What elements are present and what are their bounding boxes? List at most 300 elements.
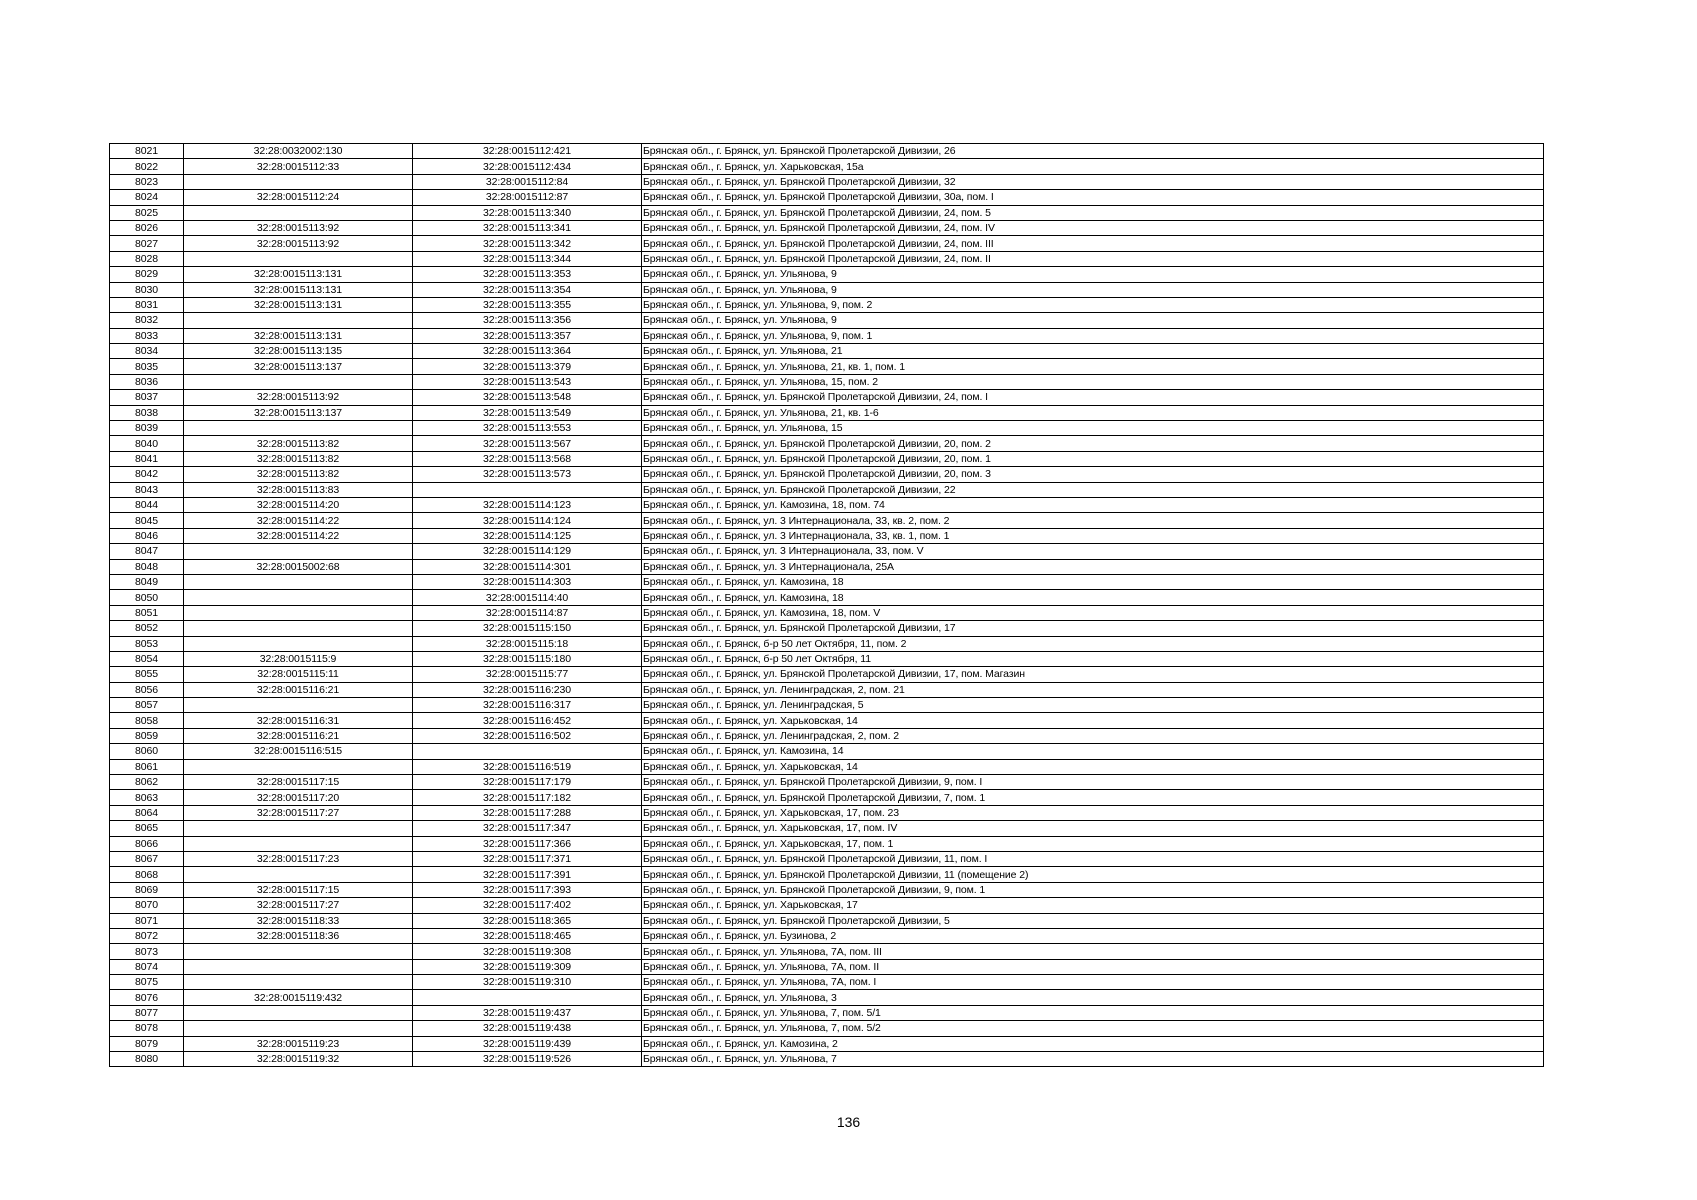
- new-cadastral-number: 32:28:0015114:129: [413, 544, 642, 559]
- row-number: 8048: [110, 559, 184, 574]
- address: Брянская обл., г. Брянск, ул. Брянской Пролетарской Дивизии, 5: [642, 913, 1544, 928]
- new-cadastral-number: 32:28:0015113:573: [413, 467, 642, 482]
- address: Брянская обл., г. Брянск, ул. Брянской Пролетарской Дивизии, 24, пом. I: [642, 390, 1544, 405]
- old-cadastral-number: 32:28:0015119:432: [184, 990, 413, 1005]
- row-number: 8075: [110, 975, 184, 990]
- row-number: 8038: [110, 405, 184, 420]
- old-cadastral-number: [184, 313, 413, 328]
- table-row: [110, 159, 1544, 174]
- table-row: [110, 528, 1544, 543]
- new-cadastral-number: 32:28:0015116:519: [413, 759, 642, 774]
- row-number: 8077: [110, 1005, 184, 1020]
- table-row: [110, 390, 1544, 405]
- row-number: 8068: [110, 867, 184, 882]
- address: Брянская обл., г. Брянск, ул. 3 Интернационала, 33, кв. 1, пом. 1: [642, 528, 1544, 543]
- table-row: [110, 144, 1544, 159]
- new-cadastral-number: 32:28:0015113:543: [413, 374, 642, 389]
- new-cadastral-number: 32:28:0015116:452: [413, 713, 642, 728]
- row-number: 8056: [110, 682, 184, 697]
- table-row: [110, 759, 1544, 774]
- table-row: [110, 174, 1544, 189]
- address: Брянская обл., г. Брянск, ул. Харьковская, 17, пом. IV: [642, 821, 1544, 836]
- row-number: 8074: [110, 959, 184, 974]
- old-cadastral-number: [184, 621, 413, 636]
- address: Брянская обл., г. Брянск, ул. Ульянова, 7, пом. 5/1: [642, 1005, 1544, 1020]
- new-cadastral-number: 32:28:0015113:568: [413, 451, 642, 466]
- table-row: [110, 590, 1544, 605]
- address: Брянская обл., г. Брянск, ул. Ульянова, 21, кв. 1-6: [642, 405, 1544, 420]
- old-cadastral-number: 32:28:0015114:22: [184, 513, 413, 528]
- table-row: [110, 775, 1544, 790]
- old-cadastral-number: 32:28:0015113:82: [184, 467, 413, 482]
- table-row: [110, 898, 1544, 913]
- table-row: [110, 882, 1544, 897]
- new-cadastral-number: 32:28:0015117:371: [413, 851, 642, 866]
- address: Брянская обл., г. Брянск, ул. Брянской Пролетарской Дивизии, 7, пом. 1: [642, 790, 1544, 805]
- row-number: 8051: [110, 605, 184, 620]
- table-row: [110, 605, 1544, 620]
- table-row: [110, 1021, 1544, 1036]
- table-row: [110, 867, 1544, 882]
- address: Брянская обл., г. Брянск, б-р 50 лет Октября, 11: [642, 651, 1544, 666]
- address: Брянская обл., г. Брянск, ул. Харьковская, 17, пом. 23: [642, 805, 1544, 820]
- old-cadastral-number: 32:28:0015113:92: [184, 236, 413, 251]
- old-cadastral-number: [184, 605, 413, 620]
- table-row: [110, 574, 1544, 589]
- row-number: 8073: [110, 944, 184, 959]
- address: Брянская обл., г. Брянск, ул. Брянской Пролетарской Дивизии, 20, пом. 1: [642, 451, 1544, 466]
- old-cadastral-number: [184, 1005, 413, 1020]
- table-row: [110, 282, 1544, 297]
- table-body: [110, 144, 1544, 1067]
- new-cadastral-number: 32:28:0015113:340: [413, 205, 642, 220]
- row-number: 8079: [110, 1036, 184, 1051]
- new-cadastral-number: 32:28:0015113:364: [413, 344, 642, 359]
- row-number: 8032: [110, 313, 184, 328]
- row-number: 8043: [110, 482, 184, 497]
- table-row: [110, 944, 1544, 959]
- table-row: [110, 513, 1544, 528]
- row-number: 8046: [110, 528, 184, 543]
- row-number: 8062: [110, 775, 184, 790]
- new-cadastral-number: 32:28:0015114:125: [413, 528, 642, 543]
- table-row: [110, 421, 1544, 436]
- row-number: 8042: [110, 467, 184, 482]
- row-number: 8041: [110, 451, 184, 466]
- old-cadastral-number: 32:28:0015117:23: [184, 851, 413, 866]
- new-cadastral-number: 32:28:0015119:310: [413, 975, 642, 990]
- table-row: [110, 636, 1544, 651]
- table-row: [110, 667, 1544, 682]
- address: Брянская обл., г. Брянск, ул. Брянской Пролетарской Дивизии, 24, пом. II: [642, 251, 1544, 266]
- address: Брянская обл., г. Брянск, ул. Брянской Пролетарской Дивизии, 11 (помещение 2): [642, 867, 1544, 882]
- table-row: [110, 682, 1544, 697]
- address: Брянская обл., г. Брянск, ул. Ульянова, 15, пом. 2: [642, 374, 1544, 389]
- address: Брянская обл., г. Брянск, ул. 3 Интернационала, 25А: [642, 559, 1544, 574]
- table-row: [110, 405, 1544, 420]
- new-cadastral-number: 32:28:0015116:230: [413, 682, 642, 697]
- table-row: [110, 728, 1544, 743]
- row-number: 8055: [110, 667, 184, 682]
- row-number: 8049: [110, 574, 184, 589]
- table-row: [110, 374, 1544, 389]
- row-number: 8036: [110, 374, 184, 389]
- old-cadastral-number: 32:28:0015113:131: [184, 267, 413, 282]
- old-cadastral-number: 32:28:0015117:15: [184, 882, 413, 897]
- old-cadastral-number: 32:28:0015118:33: [184, 913, 413, 928]
- row-number: 8028: [110, 251, 184, 266]
- address: Брянская обл., г. Брянск, ул. Брянской Пролетарской Дивизии, 11, пом. I: [642, 851, 1544, 866]
- address: Брянская обл., г. Брянск, ул. Ульянова, 7А, пом. II: [642, 959, 1544, 974]
- new-cadastral-number: 32:28:0015119:308: [413, 944, 642, 959]
- new-cadastral-number: 32:28:0015113:357: [413, 328, 642, 343]
- row-number: 8023: [110, 174, 184, 189]
- table-row: [110, 436, 1544, 451]
- row-number: 8025: [110, 205, 184, 220]
- row-number: 8022: [110, 159, 184, 174]
- address: Брянская обл., г. Брянск, ул. Бузинова, 2: [642, 928, 1544, 943]
- table-row: [110, 251, 1544, 266]
- address: Брянская обл., г. Брянск, ул. Ульянова, 21: [642, 344, 1544, 359]
- table-row: [110, 359, 1544, 374]
- address: Брянская обл., г. Брянск, ул. Камозина, 18, пом. V: [642, 605, 1544, 620]
- old-cadastral-number: 32:28:0015117:27: [184, 898, 413, 913]
- address: Брянская обл., г. Брянск, ул. Брянской Пролетарской Дивизии, 9, пом. I: [642, 775, 1544, 790]
- row-number: 8029: [110, 267, 184, 282]
- new-cadastral-number: 32:28:0015113:567: [413, 436, 642, 451]
- new-cadastral-number: 32:28:0015114:123: [413, 497, 642, 512]
- address: Брянская обл., г. Брянск, ул. Ульянова, 9: [642, 282, 1544, 297]
- row-number: 8066: [110, 836, 184, 851]
- row-number: 8040: [110, 436, 184, 451]
- table-row: [110, 990, 1544, 1005]
- row-number: 8037: [110, 390, 184, 405]
- new-cadastral-number: 32:28:0015114:303: [413, 574, 642, 589]
- row-number: 8057: [110, 698, 184, 713]
- row-number: 8059: [110, 728, 184, 743]
- old-cadastral-number: 32:28:0032002:130: [184, 144, 413, 159]
- old-cadastral-number: 32:28:0015113:131: [184, 328, 413, 343]
- new-cadastral-number: 32:28:0015114:40: [413, 590, 642, 605]
- old-cadastral-number: [184, 251, 413, 266]
- row-number: 8030: [110, 282, 184, 297]
- table-row: [110, 1036, 1544, 1051]
- address: Брянская обл., г. Брянск, ул. Ленинградская, 2, пом. 21: [642, 682, 1544, 697]
- old-cadastral-number: 32:28:0015113:137: [184, 405, 413, 420]
- old-cadastral-number: [184, 421, 413, 436]
- new-cadastral-number: 32:28:0015112:421: [413, 144, 642, 159]
- old-cadastral-number: 32:28:0015002:68: [184, 559, 413, 574]
- table-row: [110, 497, 1544, 512]
- new-cadastral-number: 32:28:0015117:402: [413, 898, 642, 913]
- new-cadastral-number: 32:28:0015113:354: [413, 282, 642, 297]
- old-cadastral-number: 32:28:0015117:20: [184, 790, 413, 805]
- old-cadastral-number: 32:28:0015113:82: [184, 451, 413, 466]
- row-number: 8078: [110, 1021, 184, 1036]
- new-cadastral-number: 32:28:0015113:356: [413, 313, 642, 328]
- old-cadastral-number: 32:28:0015116:21: [184, 682, 413, 697]
- table-row: [110, 790, 1544, 805]
- row-number: 8072: [110, 928, 184, 943]
- new-cadastral-number: 32:28:0015117:391: [413, 867, 642, 882]
- new-cadastral-number: 32:28:0015118:365: [413, 913, 642, 928]
- row-number: 8070: [110, 898, 184, 913]
- address: Брянская обл., г. Брянск, ул. Брянской Пролетарской Дивизии, 9, пом. 1: [642, 882, 1544, 897]
- old-cadastral-number: 32:28:0015112:24: [184, 190, 413, 205]
- new-cadastral-number: 32:28:0015117:366: [413, 836, 642, 851]
- table-row: [110, 836, 1544, 851]
- new-cadastral-number: 32:28:0015114:124: [413, 513, 642, 528]
- old-cadastral-number: [184, 944, 413, 959]
- row-number: 8076: [110, 990, 184, 1005]
- new-cadastral-number: 32:28:0015117:347: [413, 821, 642, 836]
- new-cadastral-number: 32:28:0015119:309: [413, 959, 642, 974]
- table-row: [110, 297, 1544, 312]
- new-cadastral-number: 32:28:0015113:553: [413, 421, 642, 436]
- address: Брянская обл., г. Брянск, б-р 50 лет Октября, 11, пом. 2: [642, 636, 1544, 651]
- address: Брянская обл., г. Брянск, ул. 3 Интернационала, 33, пом. V: [642, 544, 1544, 559]
- table-row: [110, 467, 1544, 482]
- row-number: 8047: [110, 544, 184, 559]
- address: Брянская обл., г. Брянск, ул. Ульянова, 7А, пом. I: [642, 975, 1544, 990]
- table-row: [110, 913, 1544, 928]
- address: Брянская обл., г. Брянск, ул. Брянской Пролетарской Дивизии, 22: [642, 482, 1544, 497]
- address: Брянская обл., г. Брянск, ул. Харьковская, 17, пом. 1: [642, 836, 1544, 851]
- address: Брянская обл., г. Брянск, ул. Харьковская, 14: [642, 713, 1544, 728]
- old-cadastral-number: [184, 374, 413, 389]
- table-row: [110, 744, 1544, 759]
- row-number: 8033: [110, 328, 184, 343]
- table-row: [110, 328, 1544, 343]
- row-number: 8050: [110, 590, 184, 605]
- old-cadastral-number: 32:28:0015112:33: [184, 159, 413, 174]
- new-cadastral-number: 32:28:0015119:437: [413, 1005, 642, 1020]
- old-cadastral-number: 32:28:0015116:21: [184, 728, 413, 743]
- table-row: [110, 205, 1544, 220]
- address: Брянская обл., г. Брянск, ул. 3 Интернационала, 33, кв. 2, пом. 2: [642, 513, 1544, 528]
- row-number: 8035: [110, 359, 184, 374]
- address: Брянская обл., г. Брянск, ул. Харьковская, 14: [642, 759, 1544, 774]
- new-cadastral-number: 32:28:0015113:379: [413, 359, 642, 374]
- new-cadastral-number: [413, 482, 642, 497]
- old-cadastral-number: 32:28:0015119:23: [184, 1036, 413, 1051]
- row-number: 8031: [110, 297, 184, 312]
- row-number: 8045: [110, 513, 184, 528]
- old-cadastral-number: [184, 205, 413, 220]
- row-number: 8054: [110, 651, 184, 666]
- old-cadastral-number: 32:28:0015114:20: [184, 497, 413, 512]
- old-cadastral-number: 32:28:0015115:11: [184, 667, 413, 682]
- old-cadastral-number: 32:28:0015113:82: [184, 436, 413, 451]
- old-cadastral-number: 32:28:0015115:9: [184, 651, 413, 666]
- row-number: 8071: [110, 913, 184, 928]
- address: Брянская обл., г. Брянск, ул. Ульянова, 3: [642, 990, 1544, 1005]
- address: Брянская обл., г. Брянск, ул. Брянской Пролетарской Дивизии, 32: [642, 174, 1544, 189]
- row-number: 8067: [110, 851, 184, 866]
- table-row: [110, 559, 1544, 574]
- row-number: 8039: [110, 421, 184, 436]
- old-cadastral-number: [184, 574, 413, 589]
- row-number: 8063: [110, 790, 184, 805]
- old-cadastral-number: 32:28:0015117:15: [184, 775, 413, 790]
- new-cadastral-number: 32:28:0015117:393: [413, 882, 642, 897]
- new-cadastral-number: 32:28:0015118:465: [413, 928, 642, 943]
- old-cadastral-number: [184, 836, 413, 851]
- table-row: [110, 975, 1544, 990]
- address: Брянская обл., г. Брянск, ул. Ульянова, 7А, пом. III: [642, 944, 1544, 959]
- old-cadastral-number: 32:28:0015118:36: [184, 928, 413, 943]
- new-cadastral-number: 32:28:0015115:180: [413, 651, 642, 666]
- new-cadastral-number: 32:28:0015112:87: [413, 190, 642, 205]
- table-row: [110, 651, 1544, 666]
- old-cadastral-number: 32:28:0015113:135: [184, 344, 413, 359]
- new-cadastral-number: 32:28:0015117:288: [413, 805, 642, 820]
- old-cadastral-number: [184, 975, 413, 990]
- old-cadastral-number: 32:28:0015113:92: [184, 390, 413, 405]
- old-cadastral-number: 32:28:0015113:92: [184, 220, 413, 235]
- old-cadastral-number: [184, 1021, 413, 1036]
- address: Брянская обл., г. Брянск, ул. Ульянова, 15: [642, 421, 1544, 436]
- row-number: 8024: [110, 190, 184, 205]
- old-cadastral-number: 32:28:0015113:137: [184, 359, 413, 374]
- row-number: 8065: [110, 821, 184, 836]
- old-cadastral-number: [184, 867, 413, 882]
- row-number: 8026: [110, 220, 184, 235]
- address: Брянская обл., г. Брянск, ул. Брянской Пролетарской Дивизии, 20, пом. 3: [642, 467, 1544, 482]
- new-cadastral-number: 32:28:0015113:344: [413, 251, 642, 266]
- old-cadastral-number: [184, 174, 413, 189]
- old-cadastral-number: [184, 544, 413, 559]
- new-cadastral-number: [413, 990, 642, 1005]
- table-row: [110, 621, 1544, 636]
- new-cadastral-number: 32:28:0015119:526: [413, 1052, 642, 1067]
- address: Брянская обл., г. Брянск, ул. Камозина, 18: [642, 574, 1544, 589]
- old-cadastral-number: 32:28:0015119:32: [184, 1052, 413, 1067]
- table-row: [110, 1052, 1544, 1067]
- old-cadastral-number: 32:28:0015114:22: [184, 528, 413, 543]
- row-number: 8021: [110, 144, 184, 159]
- table-row: [110, 267, 1544, 282]
- cadastral-table: [109, 143, 1544, 1067]
- row-number: 8064: [110, 805, 184, 820]
- table-row: [110, 959, 1544, 974]
- old-cadastral-number: 32:28:0015117:27: [184, 805, 413, 820]
- table-row: [110, 805, 1544, 820]
- address: Брянская обл., г. Брянск, ул. Камозина, 2: [642, 1036, 1544, 1051]
- table-row: [110, 482, 1544, 497]
- table-row: [110, 928, 1544, 943]
- table-row: [110, 220, 1544, 235]
- table-row: [110, 821, 1544, 836]
- new-cadastral-number: 32:28:0015113:353: [413, 267, 642, 282]
- new-cadastral-number: 32:28:0015114:87: [413, 605, 642, 620]
- address: Брянская обл., г. Брянск, ул. Брянской Пролетарской Дивизии, 26: [642, 144, 1544, 159]
- new-cadastral-number: 32:28:0015112:84: [413, 174, 642, 189]
- new-cadastral-number: 32:28:0015114:301: [413, 559, 642, 574]
- new-cadastral-number: 32:28:0015113:341: [413, 220, 642, 235]
- address: Брянская обл., г. Брянск, ул. Ульянова, 9, пом. 1: [642, 328, 1544, 343]
- old-cadastral-number: 32:28:0015116:31: [184, 713, 413, 728]
- table-row: [110, 451, 1544, 466]
- address: Брянская обл., г. Брянск, ул. Брянской Пролетарской Дивизии, 17: [642, 621, 1544, 636]
- table-row: [110, 851, 1544, 866]
- row-number: 8044: [110, 497, 184, 512]
- address: Брянская обл., г. Брянск, ул. Брянской Пролетарской Дивизии, 24, пом. III: [642, 236, 1544, 251]
- new-cadastral-number: 32:28:0015119:438: [413, 1021, 642, 1036]
- new-cadastral-number: [413, 744, 642, 759]
- row-number: 8069: [110, 882, 184, 897]
- new-cadastral-number: 32:28:0015115:77: [413, 667, 642, 682]
- old-cadastral-number: [184, 698, 413, 713]
- old-cadastral-number: [184, 590, 413, 605]
- address: Брянская обл., г. Брянск, ул. Ленинградская, 2, пом. 2: [642, 728, 1544, 743]
- table-row: [110, 190, 1544, 205]
- new-cadastral-number: 32:28:0015115:150: [413, 621, 642, 636]
- address: Брянская обл., г. Брянск, ул. Ульянова, 7: [642, 1052, 1544, 1067]
- address: Брянская обл., г. Брянск, ул. Ленинградская, 5: [642, 698, 1544, 713]
- page-number: 136: [836, 1114, 861, 1130]
- address: Брянская обл., г. Брянск, ул. Ульянова, 9, пом. 2: [642, 297, 1544, 312]
- address: Брянская обл., г. Брянск, ул. Брянской Пролетарской Дивизии, 30а, пом. I: [642, 190, 1544, 205]
- row-number: 8034: [110, 344, 184, 359]
- table-row: [110, 544, 1544, 559]
- old-cadastral-number: [184, 759, 413, 774]
- table-row: [110, 1005, 1544, 1020]
- row-number: 8080: [110, 1052, 184, 1067]
- table-row: [110, 713, 1544, 728]
- address: Брянская обл., г. Брянск, ул. Камозина, 18, пом. 74: [642, 497, 1544, 512]
- row-number: 8060: [110, 744, 184, 759]
- new-cadastral-number: 32:28:0015113:342: [413, 236, 642, 251]
- address: Брянская обл., г. Брянск, ул. Ульянова, 9: [642, 313, 1544, 328]
- row-number: 8052: [110, 621, 184, 636]
- old-cadastral-number: [184, 959, 413, 974]
- new-cadastral-number: 32:28:0015112:434: [413, 159, 642, 174]
- new-cadastral-number: 32:28:0015119:439: [413, 1036, 642, 1051]
- row-number: 8027: [110, 236, 184, 251]
- table-row: [110, 313, 1544, 328]
- address: Брянская обл., г. Брянск, ул. Харьковская, 17: [642, 898, 1544, 913]
- address: Брянская обл., г. Брянск, ул. Брянской Пролетарской Дивизии, 24, пом. 5: [642, 205, 1544, 220]
- new-cadastral-number: 32:28:0015113:355: [413, 297, 642, 312]
- table-row: [110, 698, 1544, 713]
- old-cadastral-number: [184, 636, 413, 651]
- address: Брянская обл., г. Брянск, ул. Камозина, 18: [642, 590, 1544, 605]
- address: Брянская обл., г. Брянск, ул. Брянской Пролетарской Дивизии, 24, пом. IV: [642, 220, 1544, 235]
- address: Брянская обл., г. Брянск, ул. Камозина, 14: [642, 744, 1544, 759]
- address: Брянская обл., г. Брянск, ул. Харьковская, 15а: [642, 159, 1544, 174]
- row-number: 8053: [110, 636, 184, 651]
- old-cadastral-number: 32:28:0015113:131: [184, 297, 413, 312]
- address: Брянская обл., г. Брянск, ул. Брянской Пролетарской Дивизии, 17, пом. Магазин: [642, 667, 1544, 682]
- old-cadastral-number: [184, 821, 413, 836]
- address: Брянская обл., г. Брянск, ул. Брянской Пролетарской Дивизии, 20, пом. 2: [642, 436, 1544, 451]
- new-cadastral-number: 32:28:0015117:179: [413, 775, 642, 790]
- table-row: [110, 236, 1544, 251]
- old-cadastral-number: 32:28:0015113:83: [184, 482, 413, 497]
- address: Брянская обл., г. Брянск, ул. Ульянова, 9: [642, 267, 1544, 282]
- new-cadastral-number: 32:28:0015116:317: [413, 698, 642, 713]
- old-cadastral-number: 32:28:0015113:131: [184, 282, 413, 297]
- new-cadastral-number: 32:28:0015113:549: [413, 405, 642, 420]
- new-cadastral-number: 32:28:0015117:182: [413, 790, 642, 805]
- row-number: 8061: [110, 759, 184, 774]
- new-cadastral-number: 32:28:0015115:18: [413, 636, 642, 651]
- row-number: 8058: [110, 713, 184, 728]
- table-row: [110, 344, 1544, 359]
- old-cadastral-number: 32:28:0015116:515: [184, 744, 413, 759]
- new-cadastral-number: 32:28:0015113:548: [413, 390, 642, 405]
